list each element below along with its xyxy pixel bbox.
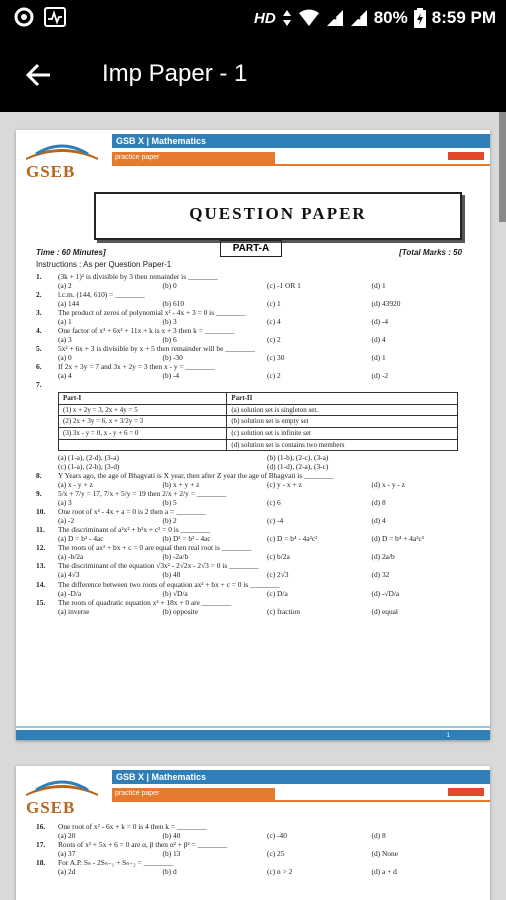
book-logo-icon (22, 772, 102, 798)
question-number: 4. (36, 326, 42, 336)
question-text: The discriminant of a²x² + b²x + c² = 0 is ________ (58, 525, 211, 535)
option: (b) 2 (162, 516, 177, 526)
instructions: Instructions : As per Question Paper-1 (36, 260, 172, 269)
option: (a) -D/a (58, 588, 82, 598)
gseb-logo (22, 772, 112, 817)
option: (b) -2a/b (162, 552, 189, 562)
answer-options (36, 480, 476, 489)
question-text: One factor of x³ + 6x² + 11x + k is x + 3 then k = ________ (58, 326, 235, 336)
option: (d) 1 (371, 281, 386, 291)
match-cell: (b) solution set is empty set (227, 416, 458, 428)
question-item (36, 525, 476, 543)
answer-options (36, 867, 476, 876)
question-number: 14. (36, 579, 46, 589)
question-text: l.c.m. (144, 610) = ________ (58, 290, 145, 300)
question-item (36, 489, 476, 507)
question-number: 10. (36, 507, 46, 517)
option: (a) D = b² - 4ac (58, 534, 104, 544)
question-number: 13. (36, 561, 46, 571)
option: (c) D = b⁴ - 4a²c² (267, 534, 318, 544)
option: (b) opposite (162, 606, 199, 616)
question-list (36, 272, 476, 616)
match-header-1: Part-I (59, 393, 227, 405)
page-header-sub: practice paper (112, 788, 275, 800)
answer-options (36, 849, 476, 858)
option: (d) 8 (371, 831, 386, 841)
option: (a) 3 (58, 335, 72, 345)
question-number: 8. (36, 471, 42, 481)
question-text: 5x² + 6x + 3 is divisible by x + 5 then remainder will be ________ (58, 344, 255, 354)
option: (d) 2a/b (371, 552, 395, 562)
answer-options (36, 462, 476, 471)
question-item (36, 561, 476, 579)
question-number: 3. (36, 308, 42, 318)
question-item (36, 308, 476, 326)
question-text: 5/x + 7/y = 17, 7/x + 5/y = 19 then 2/x + 2/y = ________ (58, 489, 227, 499)
page-footer-bar (16, 730, 490, 740)
question-paper-title: QUESTION PAPER (189, 204, 367, 223)
answer-options (36, 570, 476, 579)
battery-charging-icon (414, 8, 426, 28)
question-7 (36, 380, 476, 471)
question-number: 1. (36, 272, 42, 281)
option: (d) 1 (371, 353, 386, 363)
scrollbar-thumb[interactable] (499, 112, 506, 222)
option: (a) 144 (58, 299, 80, 309)
option: (d) (1-d), (2-a), (3-c) (267, 462, 329, 472)
option: (d) -4 (371, 317, 389, 327)
option: (d) None (371, 849, 398, 859)
page-header-bar: GSB X | Mathematics (112, 134, 490, 148)
option: (a) inverse (58, 606, 90, 616)
answer-options (36, 552, 476, 561)
option: (c) -40 (267, 831, 287, 841)
page-header-bar: GSB X | Mathematics (112, 770, 490, 784)
answer-options (36, 831, 476, 840)
option: (d) 4 (371, 516, 386, 526)
option: (c) b/2a (267, 552, 290, 562)
question-item (36, 362, 476, 380)
answer-options (36, 607, 476, 616)
question-number: 16. (36, 822, 46, 831)
question-item (36, 326, 476, 344)
data-arrows-icon (282, 9, 292, 27)
option: (b) d (162, 867, 177, 877)
answer-options (36, 335, 476, 344)
option: (c) 25 (267, 849, 285, 859)
question-text: If 2x + 3y = 7 and 3x + 2y = 3 then x - y = ________ (58, 362, 215, 372)
option: (a) (1-a), (2-d), (3-a) (58, 453, 119, 463)
signal-icon (326, 9, 344, 27)
question-text: The product of zeros of polynomial x² - 4x + 3 = 0 is ________ (58, 308, 246, 318)
option: (d) x - y - z (371, 480, 405, 490)
option: (b) -30 (162, 353, 183, 363)
option: (c) D/a (267, 588, 288, 598)
option: (a) -2 (58, 516, 75, 526)
question-item (36, 507, 476, 525)
option: (c) 2√3 (267, 570, 289, 580)
question-number: 2. (36, 290, 42, 300)
signal-icon-2 (350, 9, 368, 27)
question-item (36, 543, 476, 561)
question-list (36, 822, 476, 876)
option: (d) 32 (371, 570, 390, 580)
answer-options (36, 534, 476, 543)
option: (a) x - y + z (58, 480, 93, 490)
option: (b) x + y + z (162, 480, 200, 490)
option: (b) 0 (162, 281, 177, 291)
wifi-icon (298, 9, 320, 27)
question-item (36, 272, 476, 290)
option: (a) 1 (58, 317, 72, 327)
pdf-page-1 (16, 130, 490, 740)
back-arrow-icon[interactable] (22, 58, 56, 92)
question-text: The difference between two roots of equation ax² + bx + c = 0 is ________ (58, 579, 280, 589)
match-header-2: Part-II (227, 393, 458, 405)
match-cell: (3) 3x - y = 0, x - y + 6 = 0 (59, 428, 227, 440)
part-label: PART-A (220, 240, 282, 257)
option: (a) 4 (58, 371, 72, 381)
pdf-viewer[interactable] (0, 112, 506, 900)
question-text: One root of x² - 4x + a = 0 is 2 then a = ________ (58, 507, 206, 517)
option: (c) 2 (267, 371, 281, 381)
question-number: 7. (36, 380, 42, 390)
match-cell (59, 439, 227, 451)
option: (d) 8 (371, 498, 386, 508)
page-header-tag (448, 152, 484, 160)
question-number: 17. (36, 840, 46, 850)
question-number: 15. (36, 597, 46, 607)
status-right (254, 0, 496, 36)
option: (a) 4√3 (58, 570, 80, 580)
answer-options (36, 281, 476, 290)
option: (a) -b/2a (58, 552, 84, 562)
option: (b) 13 (162, 849, 181, 859)
question-number: 6. (36, 362, 42, 372)
clock: 8:59 PM (431, 8, 496, 27)
question-text: One root of x² - 6x + k = 0 is 4 then k = ________ (58, 822, 207, 831)
option: (a) 2 (58, 281, 72, 291)
option: (d) 4 (371, 335, 386, 345)
option: (c) n > 2 (267, 867, 293, 877)
option: (a) 2d (58, 867, 76, 877)
option: (b) 3 (162, 317, 177, 327)
question-text: The roots of quadratic equation x² + 18x + 0 are ________ (58, 597, 232, 607)
option: (b) 5 (162, 498, 177, 508)
page-header-line (112, 800, 490, 802)
answer-options (36, 371, 476, 380)
option: (c) 4 (267, 317, 281, 327)
question-item (36, 822, 476, 840)
option: (c) 30 (267, 353, 285, 363)
question-item (36, 858, 476, 876)
option: (d) a + d (371, 867, 397, 877)
option: (b) 48 (162, 570, 181, 580)
option: (c) 2 (267, 335, 281, 345)
option: (c) 6 (267, 498, 281, 508)
question-number: 18. (36, 858, 46, 868)
option: (b) (1-b), (2-c), (3-a) (267, 453, 329, 463)
match-cell: (1) x + 2y = 3, 2x + 4y = 5 (59, 404, 227, 416)
option: (c) fraction (267, 606, 301, 616)
pdf-page-2 (16, 766, 490, 900)
question-text: (3k + 1)² is divisible by 3 then remainder is ________ (58, 272, 218, 281)
option: (a) 20 (58, 831, 76, 841)
record-icon (14, 7, 34, 27)
option: (d) -√D/a (371, 588, 400, 598)
page-title: Imp Paper - 1 (102, 60, 248, 87)
question-text: For A.P. Sₙ - 2Sₙ₋₁ + Sₙ₋₂ = ________ (58, 858, 174, 868)
match-cell: (d) solution set is contains two members (227, 439, 458, 451)
answer-options (36, 589, 476, 598)
answer-options (36, 516, 476, 525)
option: (d) equal (371, 606, 398, 616)
option: (c) y - x + z (267, 480, 302, 490)
question-paper-title-box (94, 192, 462, 240)
answer-options (36, 453, 476, 462)
option: (b) 610 (162, 299, 185, 309)
option: (a) 37 (58, 849, 76, 859)
question-text: The roots of ax² + bx + c = 0 are equal then real root is ________ (58, 543, 252, 553)
question-item (36, 580, 476, 598)
option: (c) 1 (267, 299, 281, 309)
question-item (36, 344, 476, 362)
option: (a) 3 (58, 498, 72, 508)
option: (d) D = b⁴ + 4a²c² (371, 534, 424, 544)
question-number: 5. (36, 344, 42, 354)
battery-percent: 80% (373, 8, 408, 27)
page-header-tag (448, 788, 484, 796)
option: (b) -4 (162, 371, 180, 381)
book-logo-icon (22, 136, 102, 162)
option: (c) (1-a), (2-b), (3-d) (58, 462, 120, 472)
match-cell: (2) 2x + 3y = 6, x + 3/2y = 3 (59, 416, 227, 428)
question-text: Y Years ago, the age of Bhagvati is X year, then after Z year the age of Bhagvati is ________ (58, 471, 334, 481)
time-label: Time : 60 Minutes] (36, 248, 106, 257)
page-header-line (112, 164, 490, 166)
hd-label: HD (254, 9, 276, 27)
activity-icon (44, 7, 66, 27)
gseb-logo-text: GSEB (26, 162, 76, 181)
question-item (36, 840, 476, 858)
answer-options (36, 498, 476, 507)
option: (d) -2 (371, 371, 389, 381)
question-item (36, 471, 476, 489)
gseb-logo-text: GSEB (26, 798, 76, 817)
match-cell: (c) solution set is infinite set (227, 428, 458, 440)
option: (a) 0 (58, 353, 72, 363)
page-footer-line (16, 726, 490, 728)
answer-options (36, 353, 476, 362)
option: (d) 43920 (371, 299, 401, 309)
answer-options (36, 317, 476, 326)
option: (b) 6 (162, 335, 177, 345)
app-bar (0, 36, 506, 112)
page-header-sub: practice paper (112, 152, 275, 164)
status-bar (0, 0, 506, 36)
page-number: 1 (446, 733, 450, 739)
match-table (58, 392, 458, 451)
question-text: Roots of x² + 5x + 6 = 0 are α, β then α² + β² = ________ (58, 840, 228, 850)
question-item (36, 290, 476, 308)
option: (c) -1 OR 1 (267, 281, 301, 291)
question-number: 9. (36, 489, 42, 499)
question-number: 12. (36, 543, 46, 553)
option: (b) 40 (162, 831, 181, 841)
answer-options (36, 299, 476, 308)
match-cell: (a) solution set is singleton set. (227, 404, 458, 416)
marks-label: [Total Marks : 50 (399, 248, 462, 257)
question-text: The discriminant of the equation √3x² - 2√2x - 2√3 = 0 is ________ (58, 561, 259, 571)
question-number: 11. (36, 525, 45, 535)
option: (b) D² = b² - 4ac (162, 534, 211, 544)
question-item (36, 598, 476, 616)
gseb-logo (22, 136, 112, 181)
option: (b) √D/a (162, 588, 188, 598)
option: (c) -4 (267, 516, 284, 526)
status-left (14, 7, 66, 27)
